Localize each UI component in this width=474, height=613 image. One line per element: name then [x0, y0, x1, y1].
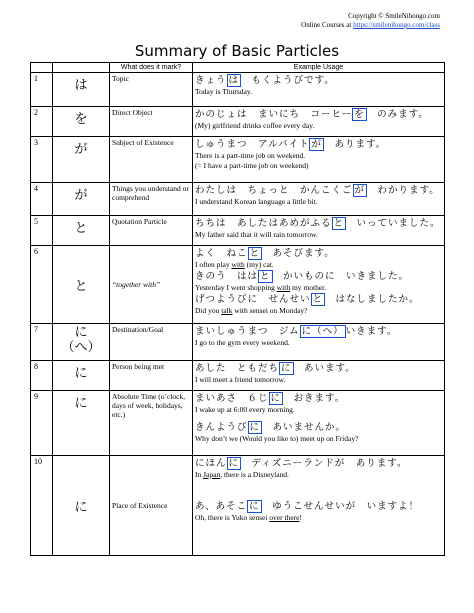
courses-link[interactable]: https://smilenihongo.com/class — [353, 21, 440, 29]
particle: と — [53, 216, 110, 246]
copyright-block — [301, 12, 440, 30]
particle-highlight: と — [312, 294, 324, 305]
example-jp: まいあさ ６じ に おきます。 — [195, 393, 346, 404]
table-row — [31, 107, 445, 137]
particle-highlight: に — [270, 393, 282, 404]
example-en: I wake up at 6:00 every morning. — [195, 405, 295, 414]
table-row — [31, 246, 445, 324]
example-jp: きんようび に あいませんか。 — [195, 422, 347, 433]
example-usage — [193, 73, 445, 107]
example-jp: わたしは ちょっと かんこくご が わかります。 — [195, 185, 440, 196]
mark-description: Subject of Existence — [110, 137, 193, 183]
example-en: I go to the gym every weekend. — [195, 338, 290, 347]
row-number: 7 — [31, 324, 53, 361]
example-en: Why don’t we (Would you like to) meet up on Friday? — [195, 434, 359, 443]
mark-description: Things you understand or comprehend — [110, 183, 193, 216]
particle-highlight: に — [281, 363, 292, 374]
mark-description: Place of Existence — [110, 456, 193, 556]
particle: に — [53, 361, 110, 391]
example-jp: かのじょは まいにち コーヒー を のみます。 — [195, 109, 429, 120]
example-jp: よく ねこ と あそびます。 — [195, 248, 335, 259]
mark-description: Person being met — [110, 361, 193, 391]
example-en: In Japan, there is a Disneyland. — [195, 470, 289, 479]
example-jp: あ、あそこ に ゆうこせんせいが いますよ！ — [195, 501, 420, 512]
particle: が — [53, 137, 110, 183]
example-usage — [193, 183, 445, 216]
row-number: 5 — [31, 216, 53, 246]
row-number: 10 — [31, 456, 53, 556]
particle-highlight: が — [311, 139, 322, 150]
mark-description: Quotation Particle — [110, 216, 193, 246]
mark-description: Direct Object — [110, 107, 193, 137]
row-number: 9 — [31, 391, 53, 456]
particle: に — [53, 391, 110, 456]
mark-description: Absolute Time (o’clock, days of week, holidays, etc.) — [110, 391, 193, 456]
example-en: (My) girlfriend drinks coffee every day. — [195, 121, 315, 130]
table-row — [31, 456, 445, 556]
particle-highlight: と — [260, 271, 271, 282]
particle-highlight: に — [249, 501, 260, 512]
example-en: Today is Thursday. — [195, 87, 252, 96]
particle-highlight: に（へ） — [301, 326, 344, 337]
table-row — [31, 137, 445, 183]
particle-highlight: が — [354, 185, 366, 196]
example-jp: まいしゅうまつ ジム に（へ） いきます。 — [195, 326, 398, 337]
example-jp: あした ともだち に あいます。 — [195, 363, 356, 374]
example-usage — [193, 361, 445, 391]
header-num — [31, 63, 53, 73]
copyright-text: Copyright © SmileNihongo.com — [348, 12, 440, 20]
particle-highlight: と — [249, 248, 261, 259]
row-number: 3 — [31, 137, 53, 183]
example-en: My father said that it will rain tomorrow. — [195, 230, 318, 239]
example-usage — [193, 137, 445, 183]
mark-description: Topic — [110, 73, 193, 107]
row-number: 2 — [31, 107, 53, 137]
row-number: 4 — [31, 183, 53, 216]
example-usage — [193, 246, 445, 324]
particle: に （へ） — [53, 324, 110, 361]
example-usage — [193, 216, 445, 246]
table-header-row — [31, 63, 445, 73]
courses-label: Online Courses at — [301, 21, 352, 29]
particle: と — [53, 246, 110, 324]
example-usage — [193, 107, 445, 137]
example-jp: にほん に ディズニーランドが あります。 — [195, 458, 408, 469]
page-title: Summary of Basic Particles — [134, 42, 340, 60]
example-en: Oh, there is Yuko sensei over there! — [195, 513, 302, 522]
mark-description: “together with” — [110, 246, 193, 324]
table-row — [31, 391, 445, 456]
header-particle — [53, 63, 110, 73]
example-usage — [193, 391, 445, 456]
row-number: 6 — [31, 246, 53, 324]
header-usage: Example Usage — [193, 63, 445, 73]
particle: が — [53, 183, 110, 216]
example-en: I understand Korean language a little bit. — [195, 197, 318, 206]
example-jp: しゅうまつ アルバイト が あります。 — [195, 139, 387, 150]
courses-line — [301, 21, 440, 30]
particles-table — [30, 62, 445, 556]
row-number: 1 — [31, 73, 53, 107]
example-jp: きょう は もくようびです。 — [195, 75, 335, 86]
particle: は — [53, 73, 110, 107]
example-en: There is a part-time job on weekend. — [195, 151, 306, 160]
mark-description: Destination/Goal — [110, 324, 193, 361]
particle-highlight: に — [228, 458, 240, 469]
example-jp: げつようびに せんせい と はなしましたか。 — [195, 294, 420, 305]
example-usage — [193, 456, 445, 556]
example-en: Yesterday I went shopping with my mother. — [195, 283, 327, 292]
particle: に — [53, 456, 110, 556]
example-en: Did you talk with sensei on Monday? — [195, 306, 308, 315]
particle: を — [53, 107, 110, 137]
example-jp: きのう はは と かいものに いきました。 — [195, 271, 410, 282]
example-jp: ちちは あしたはあめがふる と いっていました。 — [195, 218, 441, 229]
example-usage — [193, 324, 445, 361]
table-row — [31, 183, 445, 216]
example-en: I often play with (my) cat. — [195, 260, 274, 269]
header-mark: What does it mark? — [110, 63, 193, 73]
row-number: 8 — [31, 361, 53, 391]
particle-highlight: と — [333, 218, 345, 229]
particle-highlight: は — [228, 75, 240, 86]
example-en: I will meet a friend tomorrow. — [195, 375, 286, 384]
table-row — [31, 216, 445, 246]
example-en: (= I have a part-time job on weekend) — [195, 161, 309, 170]
particle-highlight: に — [249, 422, 261, 433]
table-row — [31, 361, 445, 391]
particle-highlight: を — [354, 109, 365, 120]
table-row — [31, 324, 445, 361]
table-row — [31, 73, 445, 107]
